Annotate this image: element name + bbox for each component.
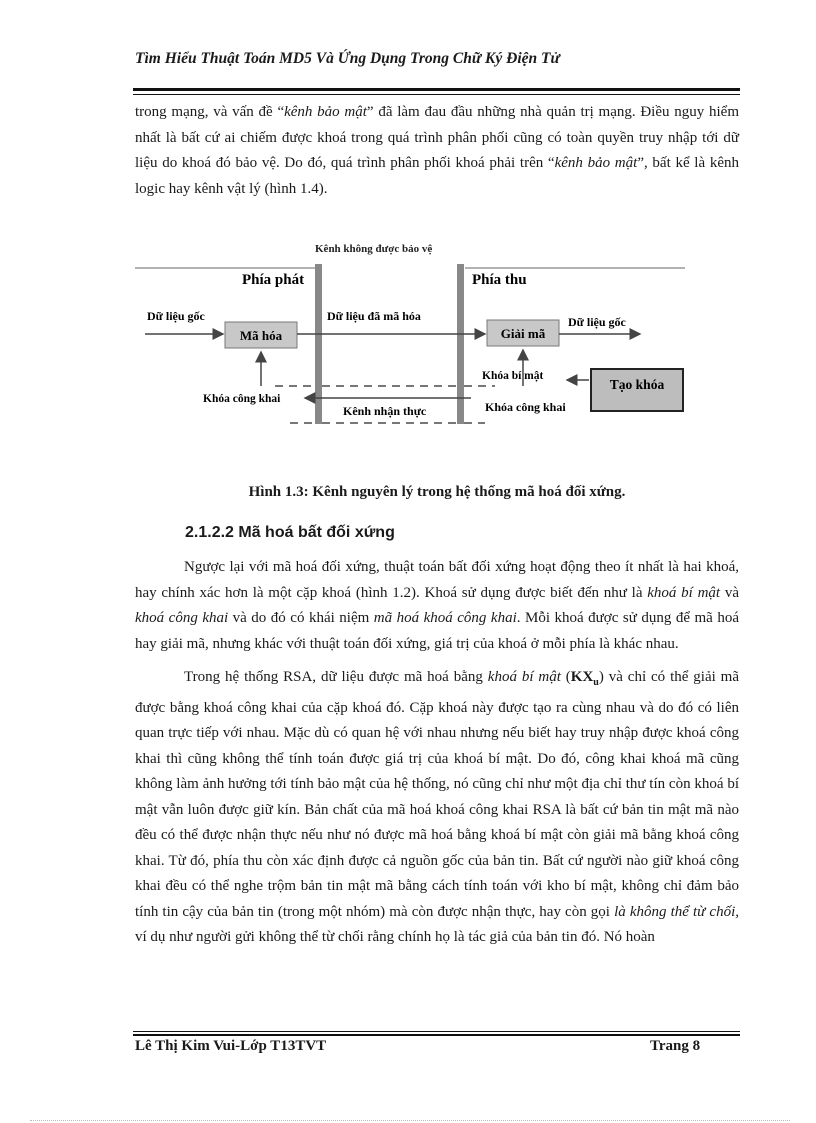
decrypt-box-label: Giải mã: [500, 326, 546, 341]
public-key-left-label: Khóa công khai: [203, 393, 281, 405]
figure-caption: Hình 1.3: Kênh nguyên lý trong hệ thống mã hoá đối xứng.: [248, 484, 626, 500]
paragraph-2: Ngược lại với mã hoá đối xứng, thuật toán bất đối xứng hoạt động theo ít nhất là hai khoá, hay chính xác hơn là một cặp khoá (hình 1.2). Khoá sử dụng được biết đến như là khoá bí mật và khoá công khai và do đó có khái niệm mã hoá khoá công khai. Mỗi khoá được sử dụng để mã hoá hay giải mã, nhưng khác với thuật toán đối xứng, giá trị của khoá ở mỗi phía là khác nhau.: [135, 559, 739, 652]
receiver-wall: [457, 264, 464, 424]
unprotected-channel-label: Kênh không được bảo vệ: [315, 243, 433, 255]
paragraph-3: Trong hệ thống RSA, dữ liệu được mã hoá bằng khoá bí mật $(KX_u)$ và chỉ có thể giải mã được bằng khoá công khai của cặp khoá đó. Cặp khoá này được tạo ra cùng nhau và do đó có liên quan trực tiếp với nhau. Mặc dù có quan hệ với nhau nhưng nếu biết hay truy nhập được khoá công khai thì cũng không thể tính toán được giá trị của khoá bí mật. Do đó, công khai khoá mã cũng không làm ảnh hưởng tới tính bảo mật của hệ thống, nó cũng chỉ như một địa chỉ thư tín còn khoá bí mật vẫn luôn được giữ kín. Bản chất của mã hoá khoá công khai RSA là bất cứ bản tin mật mã nào đều có thể được nhận thực nếu như nó được mã hoá bằng khoá bí mật còn giải mã bằng khoá công khai. Từ đó, phía thu còn xác định được cả nguồn gốc của bản tin. Bất cứ người nào giữ khoá công khai đều có thể nghe trộm bản tin mật mã bằng cách tính toán với kho bí mật, không chỉ đảm bảo tính tin cậy của bản tin (trong một nhóm) mà còn được nhận thực, hay còn gọi là không thể từ chối, ví dụ như người gửi không thể từ chối rằng chính họ là tác giả của bản tin đó. Nó hoàn: [135, 669, 740, 945]
footer-rule-thick: [133, 1034, 740, 1036]
header-rule-thin: [133, 94, 740, 95]
footer-author: Lê Thị Kim Vui-Lớp T13TVT: [135, 1038, 327, 1054]
footer-rule-thin: [133, 1031, 740, 1032]
sender-label: Phía phát: [242, 272, 305, 288]
sender-wall: [315, 264, 322, 424]
page-bottom-border: [30, 1120, 790, 1121]
encrypt-box-label: Mã hóa: [239, 328, 283, 343]
header-rule-thick: [133, 88, 740, 91]
encrypted-data-label: Dữ liệu đã mã hóa: [327, 309, 421, 323]
footer-page-number: Trang 8: [650, 1038, 701, 1054]
paragraph-1: trong mạng, và vấn đề “kênh bảo mật” đã làm đau đầu những nhà quản trị mạng. Điều nguy hiểm nhất là bất cứ ai chiếm được khoá trong quá trình phân phối cũng có toàn quyền truy nhập tới dữ liệu do khoá đó bảo vệ. Do đó, quá trình phân phối khoá phải trên “kênh bảo mật”, bất kể là kênh logic hay kênh vật lý (hình 1.4).: [135, 104, 739, 197]
public-key-right-label: Khóa công khai: [485, 400, 566, 414]
auth-channel-label: Kênh nhận thực: [343, 404, 427, 418]
channel-diagram: [135, 238, 705, 450]
receiver-label: Phía thu: [472, 272, 527, 288]
private-key-label: Khóa bí mật: [482, 370, 544, 382]
keygen-box-label: Tạo khóa: [609, 377, 665, 392]
section-heading: 2.1.2.2 Mã hoá bất đối xứng: [185, 524, 395, 541]
input-data-label: Dữ liệu gốc: [147, 309, 205, 323]
header-title: Tìm Hiểu Thuật Toán MD5 Và Ứng Dụng Trong Chữ Ký Điện Tử: [135, 50, 560, 67]
output-data-label: Dữ liệu gốc: [568, 315, 626, 329]
